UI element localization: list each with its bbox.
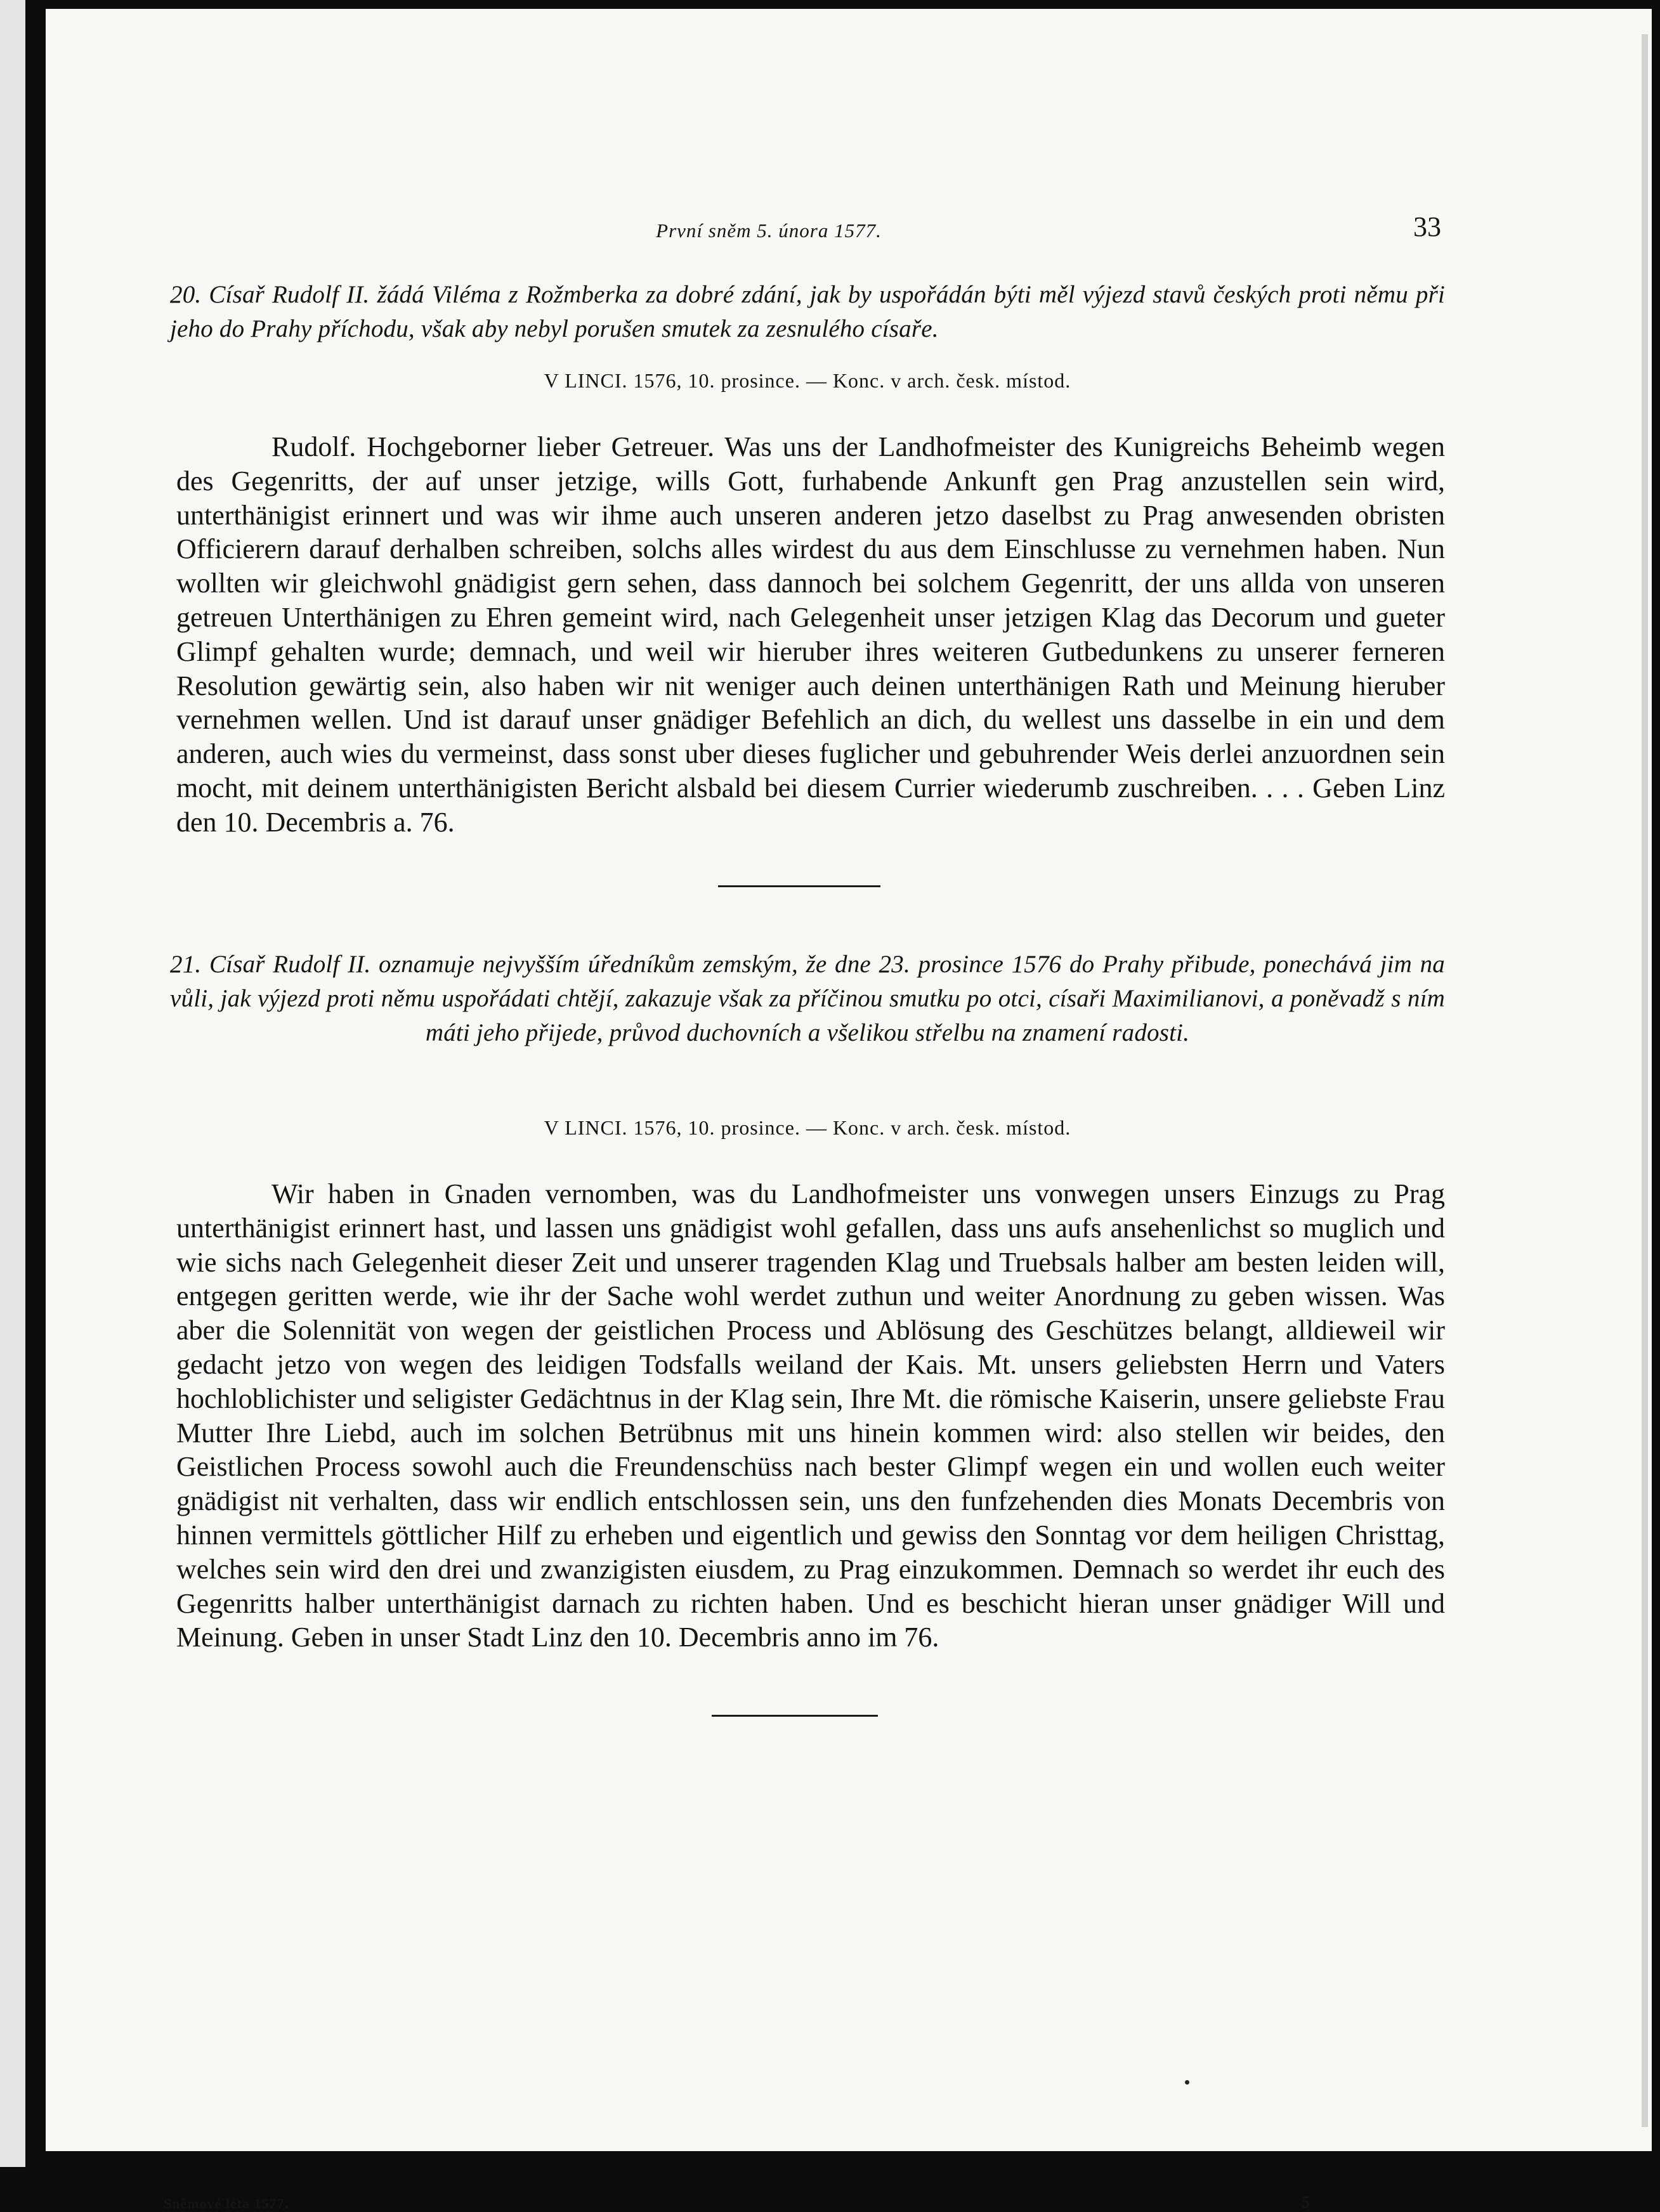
doc20-title: 20. Císař Rudolf II. žádá Viléma z Rožmberka za dobré zdání, jak by uspořádán býti měl výjezd stavů českých proti němu při jeho do Prahy příchodu, však aby nebyl porušen smutek za zesnulého císaře. [170,281,1445,342]
ink-speck [1185,2080,1189,2085]
signature-mark: 5 [1302,2193,1310,2211]
book-page [46,9,1652,2151]
doc20-text: Rudolf. Hochgeborner lieber Getreuer. Was uns der Landhofmeister des Kunigreichs Beheimb wegen des Gegenritts, der auf unser jetzige, wills Gott, furhabende Ankunft gen Prag anzustellen sein wird, unterthänigist erinnert und was wir ihme auch unseren anderen jetzo daselbst zu Prag anwesenden obristen Officierern darauf derhalben schreiben, solchs alles wirdest du aus dem Einschlusse zu vernehmen haben. Nun wollten wir gleichwohl gnädigist gern sehen, dass dannoch bei solchem Gegenritt, der uns allda von unseren getreuen Unterthänigen zu Ehren gemeint wird, nach Gelegenheit unser jetzigen Klag das Decorum und gueter Glimpf gehalten wurde; demnach, und weil wir hieruber ihres weiteren Gutbedunkens zu unserer ferneren Resolution gewärtig sein, also haben wir nit weniger auch deinen unterthänigen Rath und Meinung hieruber vernehmen wellen. Und ist darauf unser gnädiger Befehlich an dich, du wellest uns dasselbe in ein und dem anderen, auch wies du vermeinst, dass sonst uber dieses fuglicher und gebuhrender Weis derlei anzuordnen sein mocht, mit deinem unterthänigisten Bericht alsbald bei diesem Currier wiederumb zuschreiben. . . . Geben Linz den 10. Decembris a. 76. [176,431,1445,838]
section-divider-end [712,1715,878,1717]
doc21-source: V LINCI. 1576, 10. prosince. — Konc. v arch. česk. místod. [544,1116,1071,1139]
doc20-source: V LINCI. 1576, 10. prosince. — Konc. v arch. česk. místod. [544,369,1071,392]
section-divider [718,885,880,887]
page-number: 33 [1413,211,1441,242]
footer-series-title: Sněmové léta 1577. [164,2196,289,2211]
page-edge-shadow [1642,34,1648,2127]
page-header [173,208,1441,259]
doc21-text: Wir haben in Gnaden vernomben, was du Landhofmeister uns vonwegen unsers Einzugs zu Prag unterthänigist erinnert hast, und lassen uns gnädigist wohl gefallen, dass uns aufs ansehenlichst so muglich und wie sichs nach Gelegenheit dieser Zeit und unserer tragenden Klag und Truebsals halber am besten leiden will, entgegen geritten werde, wie ihr der Sache wohl werdet zuthun und weiter Anordnung zu geben wissen. Was aber die Solennität von wegen der geistlichen Process und Ablösung des Geschützes belangt, alldieweil wir gedacht jetzo von wegen des leidigen Todsfalls weiland der Kais. Mt. unsers geliebsten Herrn und Vaters hochloblichister und seligister Gedächtnus in der Klag sein, Ihre Mt. die römische Kaiserin, unsere geliebste Frau Mutter Ihre Liebd, auch im solchen Betrübnus mit uns hinein kommen wird: also stellen wir beides, den Geistlichen Process sowohl auch die Freundenschüss nach bester Glimpf wegen ein und wollen euch weiter gnädigist nit verhalten, dass wir endlich entschlossen sein, uns den funfzehenden dies Monats Decembris von hinnen vermittels göttlicher Hilf zu erheben und eigentlich und gewiss den Sonntag vor dem heiligen Christtag, welches sein wird den drei und zwanzigisten eiusdem, zu Prag einzukommen. Demnach so werdet ihr euch des Gegenritts halber unterthänigist darnach zu richten haben. Und es beschicht hieran unser gnädiger Will und Meinung. Geben in unser Stadt Linz den 10. Decembris anno im 76. [176,1178,1445,1653]
running-title: První sněm 5. února 1577. [656,219,882,242]
doc21-title: 21. Císař Rudolf II. oznamuje nejvyšším úředníkům zemským, že dne 23. prosince 1576 do Prahy přibude, ponechává jim na vůli, jak výjezd proti němu uspořádati chtějí, zakazuje však za příčinou smutku po otci, císaři Maximilianovi, a poněvadž s ním máti jeho přijede, průvod duchovních a všelikou střelbu na znamení radosti. [170,951,1445,1046]
scan-left-margin [0,0,25,2167]
